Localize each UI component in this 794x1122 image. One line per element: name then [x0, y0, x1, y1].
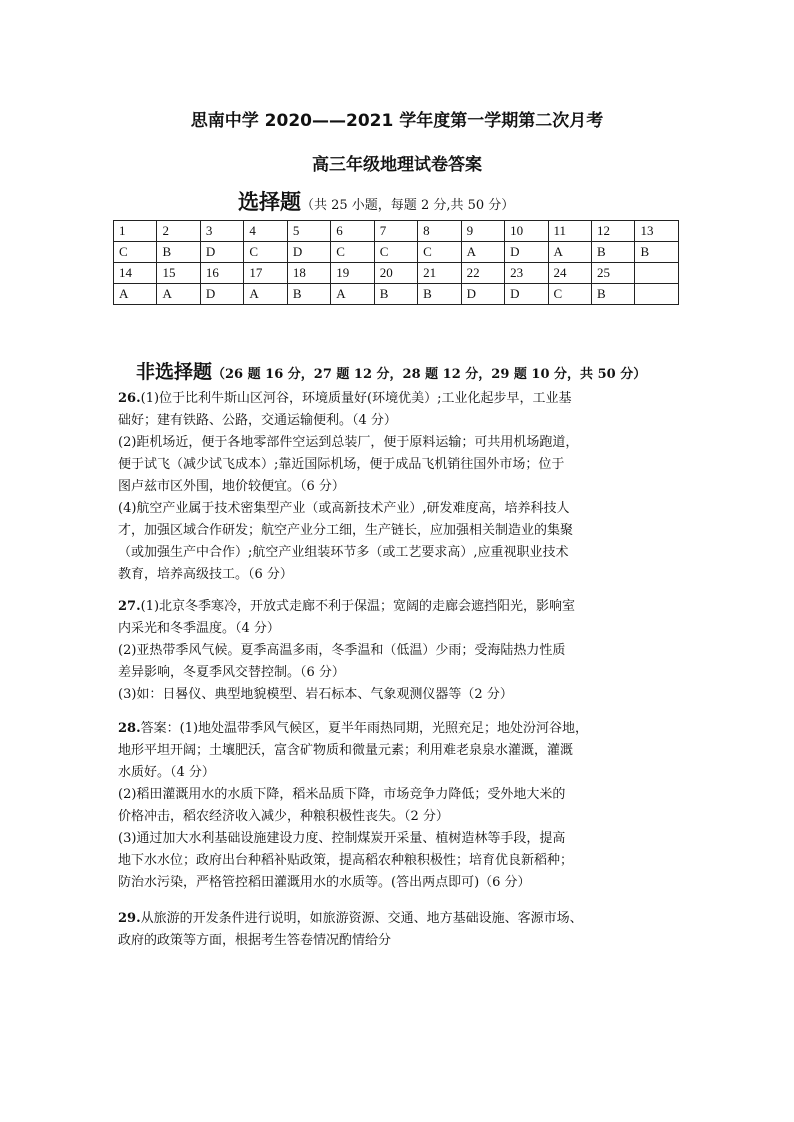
answer-letter-cell: A: [114, 284, 157, 305]
question-number-cell: 4: [244, 221, 287, 242]
non-multiple-choice-heading-title: 非选择题: [136, 361, 213, 383]
answer-letter-cell: C: [331, 242, 374, 263]
answer-line: [118, 410, 688, 432]
answer-text: (3)通过加大水利基础设施建设力度、控制煤炭开采量、植树造林等手段，提高: [118, 831, 566, 846]
question-number-cell: 3: [200, 221, 243, 242]
answer-line: [118, 432, 688, 454]
answer-line: [118, 388, 688, 410]
answer-text: 防治水污染，严格管控稻田灌溉用水的水质等。(答出两点即可)（6 分）: [118, 875, 531, 890]
answer-letter-cell: C: [114, 242, 157, 263]
answer-text: 水质好。（4 分）: [118, 765, 215, 780]
question-number-cell: 16: [200, 263, 243, 284]
answer-text: 图卢兹市区外围，地价较便宜。（6 分）: [118, 479, 345, 494]
question-number-cell: 5: [287, 221, 330, 242]
question-number-cell: 23: [505, 263, 548, 284]
question-number: 28.: [118, 721, 141, 736]
answer-letter-cell: A: [244, 284, 287, 305]
question-number-cell: 9: [461, 221, 504, 242]
answer-text: 才，加强区域合作研发；航空产业分工细，生产链长，应加强相关制造业的集聚: [118, 523, 574, 538]
answer-key-table: [113, 220, 679, 305]
multiple-choice-heading-title: 选择题: [238, 190, 301, 214]
answer-text: (1)北京冬季寒冷，开放式走廊不利于保温；宽阔的走廊会遮挡阳光，影响室: [140, 599, 576, 614]
answer-text: 地下水水位；政府出台种稻补贴政策，提高稻农种粮积极性；培育优良新稻种；: [118, 853, 574, 868]
question-number-cell: 10: [505, 221, 548, 242]
answer-line: [118, 784, 688, 806]
question-27-answer: [118, 596, 688, 706]
answer-letter-row: [114, 242, 679, 263]
question-number-cell: [635, 263, 679, 284]
answer-letter-cell: [635, 284, 679, 305]
answer-letter-cell: D: [505, 242, 548, 263]
answer-line: [118, 908, 688, 930]
answer-letter-cell: B: [591, 242, 634, 263]
answer-letter-cell: D: [461, 284, 504, 305]
answer-line: [118, 806, 688, 828]
answer-letter-cell: D: [200, 284, 243, 305]
answer-text: 政府的政策等方面，根据考生答卷情况酌情给分: [118, 933, 392, 948]
question-number: 26.: [118, 391, 141, 406]
question-28-answer: [118, 718, 688, 894]
question-number: 29.: [118, 911, 141, 926]
question-number-cell: 15: [157, 263, 200, 284]
answer-text: (1)位于比利牛斯山区河谷，环境质量好(环境优美）;工业化起步早，工业基: [140, 391, 572, 406]
answer-line: [118, 850, 688, 872]
answer-text: (4)航空产业属于技术密集型产业（或高新技术产业）,研发难度高，培养科技人: [118, 501, 570, 516]
answer-letter-cell: C: [548, 284, 591, 305]
answer-letter-cell: D: [505, 284, 548, 305]
question-number-cell: 17: [244, 263, 287, 284]
question-number-cell: 7: [374, 221, 417, 242]
answer-line: [118, 828, 688, 850]
question-number-cell: 14: [114, 263, 157, 284]
question-number: 27.: [118, 599, 141, 614]
multiple-choice-heading: [238, 186, 514, 216]
answer-letter-cell: B: [635, 242, 679, 263]
answer-line: [118, 542, 688, 564]
answer-line: [118, 762, 688, 784]
answer-line: [118, 930, 688, 952]
answer-text: (2)距机场近，便于各地零部件空运到总装厂，便于原料运输；可共用机场跑道，: [118, 435, 579, 450]
answer-line: [118, 520, 688, 542]
question-number-cell: 12: [591, 221, 634, 242]
answer-letter-row: [114, 284, 679, 305]
answer-text: 便于试飞（减少试飞成本）;靠近国际机场，便于成品飞机销往国外市场；位于: [118, 457, 565, 472]
answer-letter-cell: A: [331, 284, 374, 305]
answer-text: 答案：(1)地处温带季风气候区，夏半年雨热同期，光照充足；地处汾河谷地，: [140, 721, 589, 736]
answer-letter-cell: B: [287, 284, 330, 305]
answer-letter-cell: C: [244, 242, 287, 263]
question-number-cell: 11: [548, 221, 591, 242]
question-number-row: [114, 221, 679, 242]
answer-letter-cell: B: [157, 242, 200, 263]
answer-text: (2)亚热带季风气候。夏季高温多雨，冬季温和（低温）少雨；受海陆热力性质: [118, 643, 566, 658]
answer-line: [118, 740, 688, 762]
question-number-row: [114, 263, 679, 284]
answer-letter-cell: D: [287, 242, 330, 263]
answer-letter-cell: C: [374, 242, 417, 263]
answer-letter-cell: B: [591, 284, 634, 305]
answer-line: [118, 564, 688, 586]
multiple-choice-heading-note: （共 25 小题，每题 2 分,共 50 分）: [301, 198, 515, 213]
question-29-answer: [118, 908, 688, 952]
non-multiple-choice-heading-note: （26 题 16 分，27 题 12 分，28 题 12 分，29 题 10 分，共 50 分）: [212, 367, 647, 382]
question-number-cell: 24: [548, 263, 591, 284]
answer-text: (2)稻田灌溉用水的水质下降，稻米品质下降，市场竞争力降低；受外地大米的: [118, 787, 566, 802]
question-number-cell: 19: [331, 263, 374, 284]
question-number-cell: 6: [331, 221, 374, 242]
answer-text: (3)如：日晷仪、典型地貌模型、岩石标本、气象观测仪器等（2 分）: [118, 687, 513, 702]
answer-line: [118, 640, 688, 662]
answer-text: 从旅游的开发条件进行说明，如旅游资源、交通、地方基础设施、客源市场、: [140, 911, 583, 926]
answer-line: [118, 618, 688, 640]
answer-line: [118, 476, 688, 498]
answer-line: [118, 872, 688, 894]
answer-letter-cell: B: [374, 284, 417, 305]
answer-line: [118, 684, 688, 706]
answer-line: [118, 454, 688, 476]
answer-letter-cell: A: [461, 242, 504, 263]
question-number-cell: 13: [635, 221, 679, 242]
question-number-cell: 18: [287, 263, 330, 284]
answer-letter-cell: A: [157, 284, 200, 305]
answer-letter-cell: C: [418, 242, 461, 263]
question-number-cell: 20: [374, 263, 417, 284]
answer-text: 价格冲击，稻农经济收入减少，种粮积极性丧失。（2 分）: [118, 809, 449, 824]
answer-letter-cell: D: [200, 242, 243, 263]
answer-line: [118, 662, 688, 684]
question-26-answer: [118, 388, 688, 586]
exam-subtitle: 高三年级地理试卷答案: [312, 155, 482, 175]
non-multiple-choice-heading: [136, 357, 646, 384]
question-number-cell: 25: [591, 263, 634, 284]
answer-line: [118, 718, 688, 740]
answer-text: 内采光和冬季温度。（4 分）: [118, 621, 280, 636]
question-number-cell: 8: [418, 221, 461, 242]
answer-text: 础好；建有铁路、公路，交通运输便利。（4 分）: [118, 413, 397, 428]
answer-text: 教育，培养高级技工。（6 分）: [118, 567, 293, 582]
exam-title: 思南中学 2020——2021 学年度第一学期第二次月考: [190, 111, 604, 131]
answer-letter-cell: B: [418, 284, 461, 305]
question-number-cell: 22: [461, 263, 504, 284]
answer-letter-cell: A: [548, 242, 591, 263]
answer-line: [118, 596, 688, 618]
question-number-cell: 2: [157, 221, 200, 242]
answer-text: 地形平坦开阔；土壤肥沃，富含矿物质和微量元素；利用难老泉泉水灌溉，灌溉: [118, 743, 574, 758]
answer-text: 差异影响，冬夏季风交替控制。（6 分）: [118, 665, 345, 680]
question-number-cell: 21: [418, 263, 461, 284]
answer-line: [118, 498, 688, 520]
answer-text: （或加强生产中合作）;航空产业组装环节多（或工艺要求高）,应重视职业技术: [118, 545, 569, 560]
question-number-cell: 1: [114, 221, 157, 242]
